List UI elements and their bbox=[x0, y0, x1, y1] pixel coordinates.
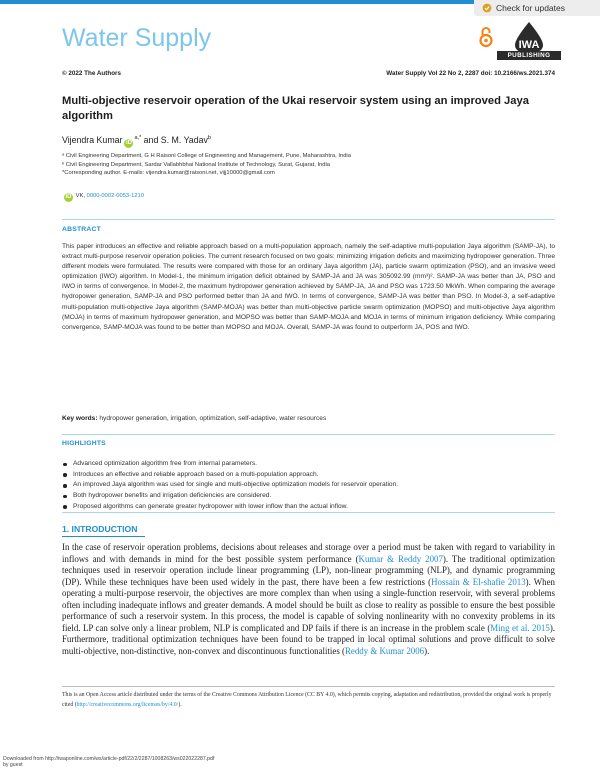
highlights-heading: HIGHLIGHTS bbox=[62, 440, 106, 447]
orcid-line bbox=[62, 193, 144, 202]
intro-text-part: ). bbox=[424, 645, 430, 656]
paper-title: Multi-objective reservoir operation of the Ukai reservoir system using an improved Jaya algorithm bbox=[62, 95, 529, 122]
license-link[interactable]: http://creativecommons.org/licenses/by/4.0/ bbox=[76, 701, 179, 708]
introduction-text bbox=[62, 542, 555, 657]
keywords-label: Key words: bbox=[62, 415, 98, 422]
introduction-heading: 1. INTRODUCTION bbox=[62, 524, 138, 534]
intro-text-part: ). The traditional optimization techniques used in reservoir operation include linear programming (LP), non-linear programming (NLP), and dynamic programming (DP). While these techniques have been used widely in the past, there have been a few restrictions ( bbox=[62, 553, 555, 587]
corresponding-author: *Corresponding author. E-mails: vijendra.kumar@raisoni.net, vijj10000@gmail.com bbox=[62, 170, 275, 176]
author-1-marks: a,* bbox=[134, 135, 142, 142]
citation-link[interactable]: Reddy & Kumar 2006 bbox=[344, 645, 425, 656]
highlight-item: Advanced optimization algorithm free from internal parameters. bbox=[62, 459, 555, 470]
intro-text-part: ). When operating a multi-purpose reservoir, the objectives are more complex than when using a single-function reservoir, with several problems often including inadequate inflows and greater demands. A model should be built as close to reality as possible to ensure the best possible performance of such a reservoir system. In this process, the model is capable of solving nonlinearity with no convexity problems in its field. LP can solve only a linear problem, NLP is complicated and DP fails if there is an increase in the problem scale ( bbox=[62, 576, 555, 633]
check-for-updates-label: Check for updates bbox=[496, 3, 565, 13]
journal-title: Water Supply bbox=[62, 24, 212, 52]
copyright-notice: © 2022 The Authors bbox=[62, 70, 121, 77]
affiliation-b: ᵇ Civil Engineering Department, Sardar Vallabhbhai National Institute of Technology, Surat, Gujarat, India bbox=[62, 161, 331, 168]
download-line-2: by guest bbox=[3, 762, 23, 769]
affiliation-a: ᵃ Civil Engineering Department, G H Raisoni College of Engineering and Management, Pune, Maharashtra, India bbox=[62, 153, 351, 159]
citation-link[interactable]: Kumar & Reddy 2007 bbox=[358, 553, 443, 564]
orcid-id-link[interactable]: 0000-0002-0053-1210 bbox=[86, 193, 144, 199]
orcid-icon[interactable]: iD bbox=[125, 140, 132, 146]
intro-text-part: In the case of reservoir operation problems, decisions about releases and storage over a period must be taken with regard to variability in inflows and with demands in mind for the best possible system performance ( bbox=[62, 542, 555, 564]
keywords-list: hydropower generation, irrigation, optimization, self-adaptive, water resources bbox=[97, 415, 327, 422]
highlights-list bbox=[62, 459, 555, 513]
author-2-name: and S. M. Yadav bbox=[141, 135, 208, 145]
highlight-item: Introduces an effective and reliable approach based on a multi-population approach. bbox=[62, 470, 555, 481]
highlights-top-rule bbox=[62, 434, 555, 435]
footnote-rule bbox=[62, 686, 555, 687]
author-1-name: Vijendra Kumar bbox=[62, 135, 123, 145]
keywords-line bbox=[62, 415, 326, 422]
download-stamp bbox=[3, 756, 214, 769]
refresh-icon bbox=[482, 3, 492, 13]
highlights-bottom-rule bbox=[62, 512, 555, 513]
highlight-item: An improved Jaya algorithm was used for single and multi-objective optimization models for reservoir operation. bbox=[62, 480, 555, 491]
citation-link[interactable]: Ming et al. 2015 bbox=[490, 622, 550, 633]
orcid-label: VK, bbox=[75, 193, 85, 199]
iwa-logo-text: IWA bbox=[518, 39, 540, 51]
intro-text-part: ). Furthermore, traditional optimization techniques have been found to be trapped in local optimal solutions and prove difficult to solve multi-objective, non-distinctive, non-convex and discontinuous functionalities ( bbox=[62, 622, 555, 656]
abstract-text: This paper introduces an effective and reliable approach based on a multi-population approach, namely the self-adaptive multi-population Jaya algorithm (SAMP-JA), to extract multi-purpose reservoir operation policies. The current research focused on two goals: minimizing irrigation deficits and maximizing hydropower generation. Three different models were formulated. The results were compared with those for an ordinary Jaya algorithm (JA), particle swarm optimization (PSO), and an invasive weed optimization (IWO) algorithm. In Model-1, the minimum irrigation deficit obtained by SAMP-JA and JA was 305092.99 (mm³)². SAMP-JA was better than JA, PSO and IWO in terms of convergence. In Model-2, the maximum hydropower generation achieved by SAMP-JA, JA and PSO was 1723.50 MkWh. When comparing the average hydropower generation, SAMP-JA and PSO performed better than JA and IWO. In terms of convergence, SAMP-JA was better than PSO. In Model-3, a self-adaptive multi-population multi-objective Jaya algorithm (SAMP-MOJA) was better than multi-objective particle swarm optimization (MOPSO) and multi-objective Jaya algorithm (MOJA) in terms of maximum hydropower generation, and MOPSO was better than SAMP-MOJA and MOJA in terms of minimum irrigation deficiency. While comparing convergence, SAMP-MOJA was found to be better than MOPSO and MOJA. Overall, SAMP-JA was found to outperform JA, POS and IWO. bbox=[62, 243, 555, 331]
author-line bbox=[62, 135, 211, 148]
citation-link[interactable]: Hossain & El-shafie 2013 bbox=[431, 576, 526, 587]
introduction-underline bbox=[62, 536, 145, 537]
download-line-1: Downloaded from http://iwaponline.com/ws/article-pdf/22/2/2287/1008263/ws022022287.pdf bbox=[3, 756, 215, 762]
author-2-marks: b bbox=[207, 135, 211, 142]
license-footnote bbox=[62, 691, 555, 710]
publisher-label: PUBLISHING bbox=[497, 51, 561, 60]
abstract-heading: ABSTRACT bbox=[62, 226, 101, 233]
open-access-icon bbox=[479, 25, 493, 49]
license-text: This is an Open Access article distributed under the terms of the Creative Commons Attribution Licence (CC BY 4.0), which permits copying, adaptation and redistribution, provided the original work is properly cited ( bbox=[62, 692, 552, 708]
abstract-top-rule bbox=[62, 219, 555, 220]
check-for-updates-button[interactable] bbox=[474, 0, 600, 16]
highlight-item: Both hydropower benefits and irrigation deficiencies are considered. bbox=[62, 491, 555, 502]
journal-citation: Water Supply Vol 22 No 2, 2287 doi: 10.2166/ws.2021.374 bbox=[386, 70, 555, 77]
orcid-icon: iD bbox=[65, 194, 72, 200]
highlight-item: Proposed algorithms can generate greater hydropower with lower inflow than the actual inflow. bbox=[62, 502, 555, 513]
license-text-end: ). bbox=[178, 701, 182, 708]
